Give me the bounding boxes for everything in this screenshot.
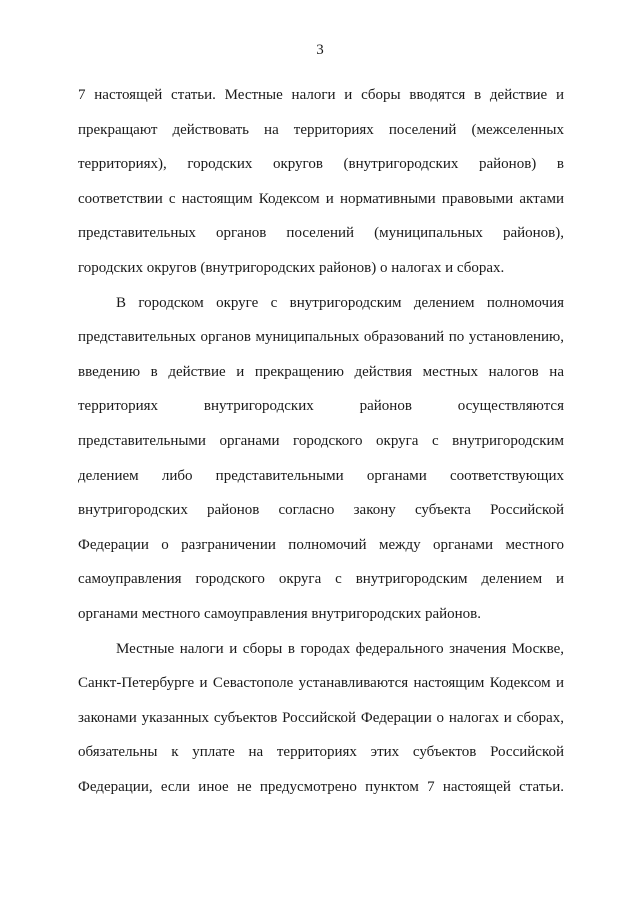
text-line: представительных органов муниципальных образований по установлению, [78, 329, 564, 346]
text-line: 7 настоящей статьи. Местные налоги и сборы вводятся в действие и [78, 87, 564, 103]
text-line: городских округов (внутригородских районов) о налогах и сборах. [78, 259, 505, 276]
text-line: соответствии с настоящим Кодексом и нормативными правовыми актами [78, 190, 564, 207]
text-line: введению в действие и прекращению действия местных налогов на [78, 363, 564, 380]
text-line: Санкт-Петербурге и Севастополе устанавливаются настоящим Кодексом и [78, 675, 564, 692]
text-line: В городском округе с внутригородским делением полномочия [116, 294, 564, 311]
text-line: внутригородских районов согласно закону субъекта Российской [78, 502, 564, 519]
text-line: Федерации, если иное не предусмотрено пунктом 7 настоящей статьи. [78, 778, 564, 795]
text-line: органами местного самоуправления внутригородских районов. [78, 605, 482, 622]
text-line: Местные налоги и сборы в городах федерального значения Москве, [116, 640, 564, 657]
text-line: делением либо представительными органами соответствующих [78, 467, 564, 484]
text-line: обязательны к уплате на территориях этих субъектов Российской [78, 744, 564, 761]
page-number: 3 [316, 42, 324, 58]
paragraph-1 [78, 78, 564, 286]
text-line: законами указанных субъектов Российской Федерации о налогах и сборах, [78, 709, 564, 726]
text-line: территориях внутригородских районов осуществляются [78, 398, 564, 415]
text-line: представительными органами городского округа с внутригородским [78, 432, 564, 449]
text-line: территориях), городских округов (внутригородских районов) в [78, 156, 564, 173]
text-line: прекращают действовать на территориях поселений (межселенных [78, 121, 564, 138]
text-line: Федерации о разграничении полномочий между органами местного [78, 536, 564, 553]
text-line: самоуправления городского округа с внутригородским делением и [78, 571, 564, 588]
paragraph-3 [78, 632, 564, 805]
text-line: представительных органов поселений (муниципальных районов), [78, 225, 564, 242]
paragraph-2 [78, 286, 564, 632]
document-body [78, 78, 564, 804]
